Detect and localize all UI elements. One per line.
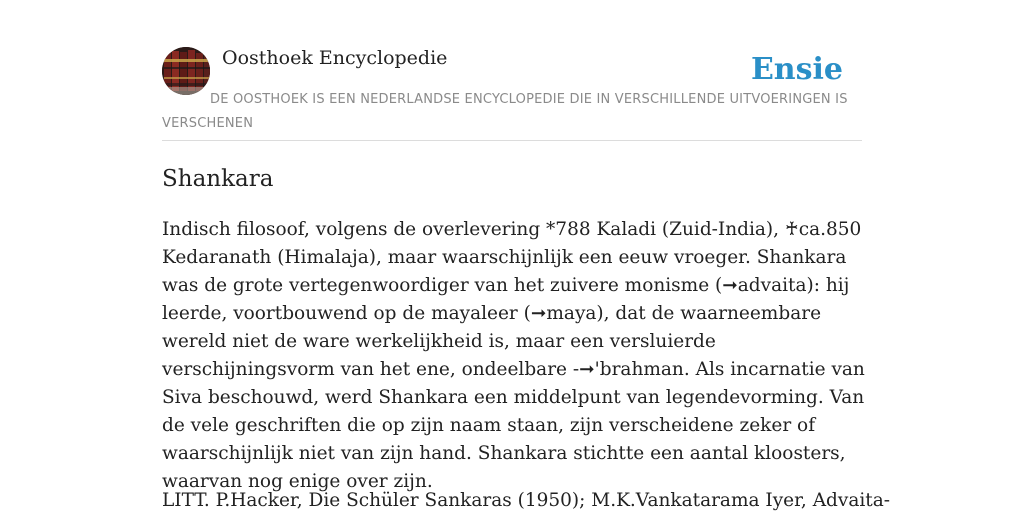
source-name[interactable]: Oosthoek Encyclopedie	[222, 47, 448, 69]
article-references: LITT. P.Hacker, Die Schüler Sankaras (1950); M.K.Vankatarama Iyer, Advaita-	[162, 490, 891, 511]
article-title: Shankara	[162, 166, 274, 192]
article-body: Indisch filosoof, volgens de overlevering *788 Kaladi (Zuid-India), ♰ca.850 Kedaranath (Himalaja), maar waarschijnlijk een eeuw vroeger. Shankara was de grote vertegenwoordiger van het zuivere monisme (➞advaita): hij leerde, voortbouwend op de mayaleer (➞maya), dat de waarneembare wereld niet de ware werkelijkheid is, maar een versluierde verschijningsvorm van het ene, ondeelbare -➞'brahman. Als incarnatie van Siva beschouwd, werd Shankara een middelpunt van legendevorming. Van de vele geschriften die op zijn naam staan, zijn verscheidene zeker of waarschijnlijk niet van zijn hand. Shankara stichtte een aantal kloosters, waarvan nog enige over zijn.	[162, 219, 865, 492]
brand-logo[interactable]: Ensie	[750, 52, 843, 87]
source-tagline: DE OOSTHOEK IS EEN NEDERLANDSE ENCYCLOPEDIE DIE IN VERSCHILLENDE UITVOERINGEN IS VERSCHENEN	[162, 92, 848, 131]
article-header	[162, 46, 862, 141]
content-container	[162, 46, 891, 511]
